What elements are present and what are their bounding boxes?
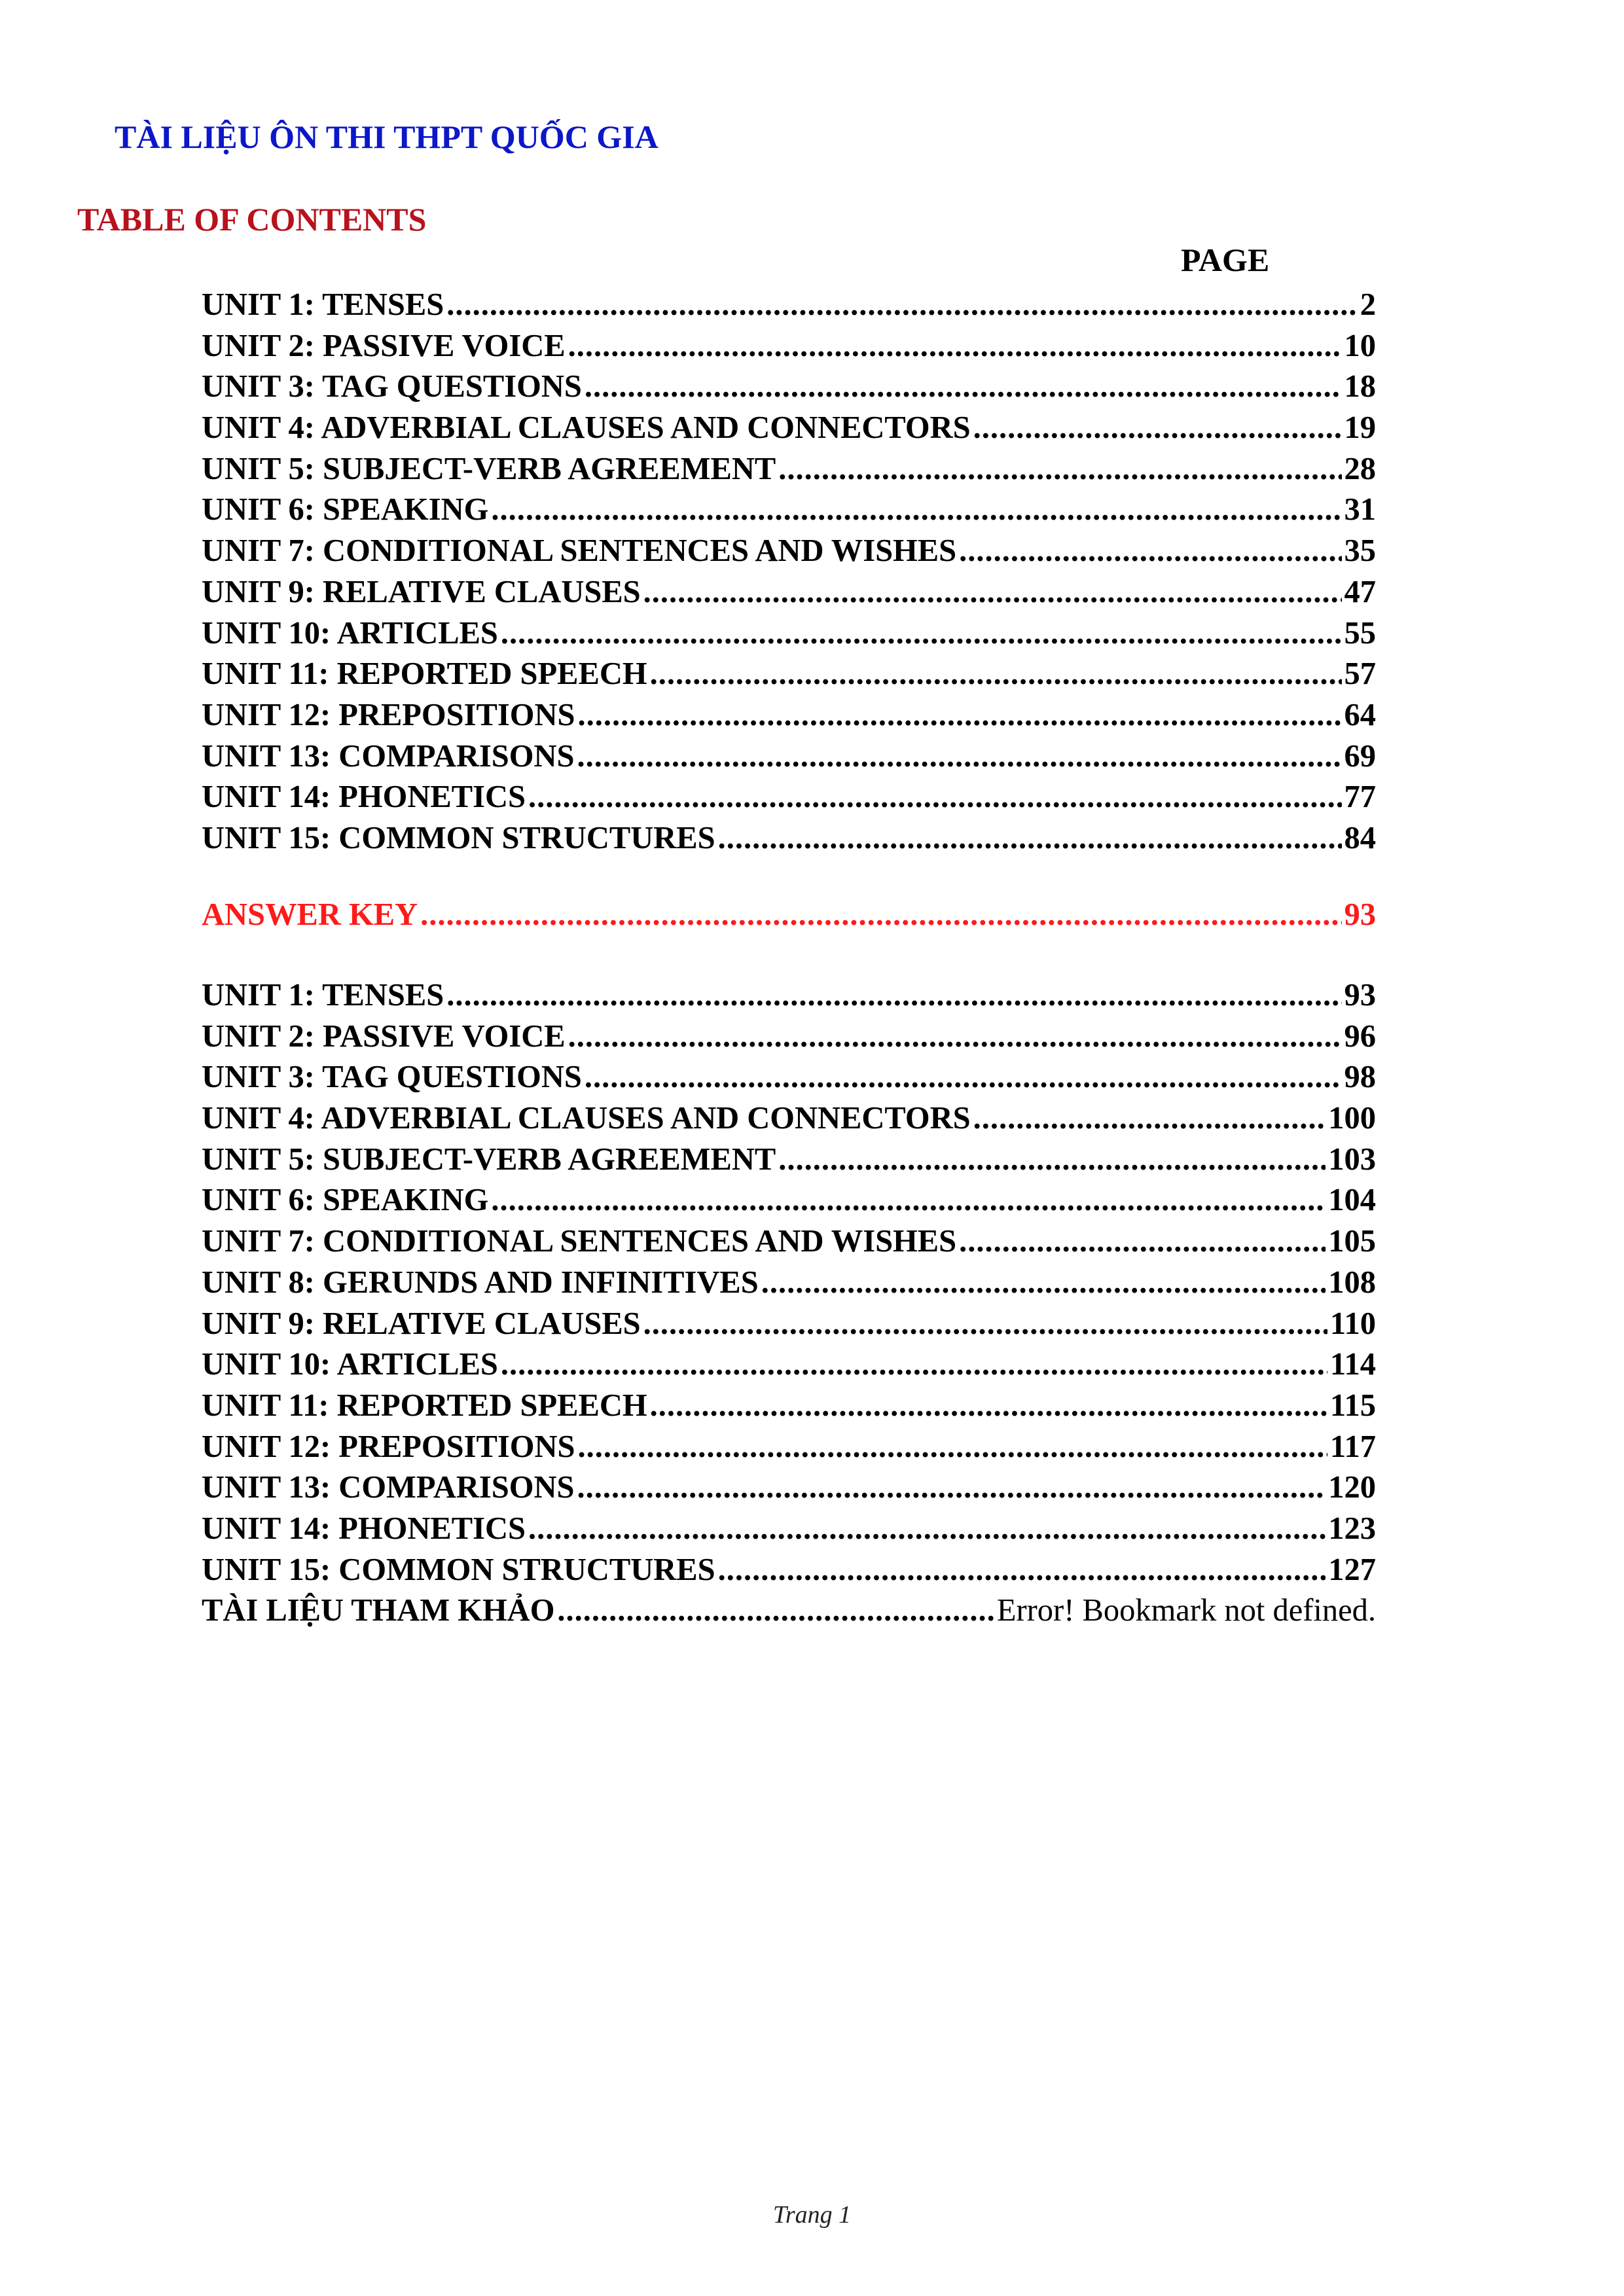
toc-entry-page: 2 <box>1360 287 1376 322</box>
document-title: TÀI LIỆU ÔN THI THPT QUỐC GIA <box>115 118 659 155</box>
toc-answer-entry[interactable] <box>202 1221 1376 1263</box>
dot-leader <box>959 531 1341 572</box>
toc-entry[interactable] <box>202 695 1376 736</box>
toc-entry-label: UNIT 9: RELATIVE CLAUSES <box>202 574 641 609</box>
toc-entry-label: UNIT 13: COMPARISONS <box>202 738 575 774</box>
toc-entry-label: UNIT 2: PASSIVE VOICE <box>202 328 566 363</box>
toc-entry-page: 84 <box>1344 820 1376 855</box>
dot-leader <box>778 1139 1326 1181</box>
toc-entry-page: 114 <box>1329 1347 1376 1382</box>
dot-leader <box>585 1057 1342 1098</box>
toc-entry-page: 120 <box>1328 1470 1376 1505</box>
answer-key-entry[interactable] <box>202 895 1376 936</box>
dot-leader <box>528 777 1342 818</box>
toc-entry-label: UNIT 1: TENSES <box>202 978 444 1013</box>
toc-answer-entry[interactable] <box>202 1386 1376 1427</box>
toc-entry-page: 93 <box>1344 978 1376 1013</box>
toc-entry-page: 18 <box>1344 369 1376 404</box>
dot-leader <box>643 1304 1327 1345</box>
toc-answer-entry[interactable] <box>202 1098 1376 1139</box>
toc-heading: TABLE OF CONTENTS <box>77 201 427 238</box>
toc-entry-label: UNIT 7: CONDITIONAL SENTENCES AND WISHES <box>202 533 957 569</box>
toc-answers-list <box>202 975 1376 1632</box>
toc-entry[interactable] <box>202 613 1376 655</box>
dot-leader <box>778 449 1341 490</box>
toc-entry-page: 104 <box>1328 1183 1376 1218</box>
toc-entry-label: UNIT 3: TAG QUESTIONS <box>202 369 582 404</box>
toc-answer-entry[interactable] <box>202 1057 1376 1098</box>
dot-leader <box>973 1098 1326 1139</box>
dot-leader <box>568 1016 1342 1058</box>
dot-leader <box>650 1386 1327 1427</box>
toc-entry-label: UNIT 1: TENSES <box>202 287 444 322</box>
toc-answer-entry[interactable] <box>202 1263 1376 1304</box>
dot-leader <box>761 1263 1326 1304</box>
dot-leader <box>491 1180 1326 1221</box>
toc-entry-page: 96 <box>1344 1018 1376 1054</box>
toc-entry-label: UNIT 6: SPEAKING <box>202 492 489 528</box>
answer-key-label: ANSWER KEY <box>202 897 418 932</box>
toc-answer-entry[interactable] <box>202 1016 1376 1058</box>
toc-entry-label: UNIT 5: SUBJECT-VERB AGREEMENT <box>202 451 776 486</box>
toc-entry-label: UNIT 3: TAG QUESTIONS <box>202 1060 582 1095</box>
toc-entry-label: UNIT 2: PASSIVE VOICE <box>202 1018 566 1054</box>
dot-leader <box>577 695 1341 736</box>
dot-leader <box>959 1221 1326 1263</box>
answer-key-entry-wrapper <box>202 895 1376 936</box>
toc-entry[interactable] <box>202 654 1376 695</box>
toc-entry-label: UNIT 9: RELATIVE CLAUSES <box>202 1306 641 1341</box>
toc-entry-label: UNIT 5: SUBJECT-VERB AGREEMENT <box>202 1141 776 1177</box>
toc-entry-page: 103 <box>1328 1141 1376 1177</box>
toc-entry[interactable] <box>202 490 1376 531</box>
dot-leader <box>718 1550 1326 1591</box>
toc-entry-page: 35 <box>1344 533 1376 569</box>
dot-leader <box>650 654 1342 695</box>
dot-leader <box>577 1467 1326 1509</box>
toc-entry-page: 105 <box>1328 1224 1376 1259</box>
dot-leader <box>577 1427 1327 1468</box>
toc-entry-page: 100 <box>1328 1101 1376 1136</box>
toc-entry-label: UNIT 8: GERUNDS AND INFINITIVES <box>202 1265 759 1300</box>
toc-entry[interactable] <box>202 736 1376 778</box>
toc-entry[interactable] <box>202 818 1376 859</box>
toc-entry-page: 98 <box>1344 1060 1376 1095</box>
toc-entry-label: UNIT 6: SPEAKING <box>202 1183 489 1218</box>
toc-entry-label: UNIT 11: REPORTED SPEECH <box>202 656 647 692</box>
page-footer: Trang 1 <box>772 2201 852 2229</box>
toc-entry-page: 115 <box>1329 1388 1376 1423</box>
references-page-error: Error! Bookmark not defined. <box>996 1593 1376 1628</box>
dot-leader <box>491 490 1341 531</box>
toc-entry-label: UNIT 12: PREPOSITIONS <box>202 1429 575 1464</box>
dot-leader <box>501 613 1342 655</box>
toc-entry-label: UNIT 11: REPORTED SPEECH <box>202 1388 647 1423</box>
toc-answer-entry[interactable] <box>202 1427 1376 1468</box>
toc-entry-page: 108 <box>1328 1265 1376 1300</box>
toc-entry[interactable] <box>202 449 1376 490</box>
dot-leader <box>420 895 1341 936</box>
toc-references-entry[interactable] <box>202 1590 1376 1632</box>
toc-entry-label: UNIT 4: ADVERBIAL CLAUSES AND CONNECTORS <box>202 1101 971 1136</box>
dot-leader <box>643 572 1342 613</box>
toc-entry-label: UNIT 4: ADVERBIAL CLAUSES AND CONNECTORS <box>202 410 971 446</box>
toc-entry-page: 19 <box>1344 410 1376 446</box>
dot-leader <box>577 736 1341 778</box>
toc-entry-page: 57 <box>1344 656 1376 692</box>
toc-entry-label: UNIT 14: PHONETICS <box>202 1511 526 1546</box>
toc-entry-page: 69 <box>1344 738 1376 774</box>
toc-answer-entry[interactable] <box>202 975 1376 1016</box>
toc-entry-page: 110 <box>1329 1306 1376 1341</box>
dot-leader <box>973 408 1342 449</box>
toc-entry-page: 55 <box>1344 615 1376 651</box>
dot-leader <box>528 1509 1326 1550</box>
toc-entry-page: 117 <box>1329 1429 1376 1464</box>
toc-entry[interactable] <box>202 531 1376 572</box>
toc-entry-page: 10 <box>1344 328 1376 363</box>
toc-answer-entry[interactable] <box>202 1509 1376 1550</box>
toc-entry-label: UNIT 10: ARTICLES <box>202 615 498 651</box>
toc-entry-page: 47 <box>1344 574 1376 609</box>
toc-answer-entry[interactable] <box>202 1304 1376 1345</box>
dot-leader <box>446 975 1341 1016</box>
toc-entry-label: UNIT 12: PREPOSITIONS <box>202 697 575 732</box>
toc-entry-page: 123 <box>1328 1511 1376 1546</box>
toc-entry-page: 77 <box>1344 780 1376 815</box>
toc-entry-page: 64 <box>1344 697 1376 732</box>
references-label: TÀI LIỆU THAM KHẢO <box>202 1593 555 1628</box>
toc-entry-label: UNIT 15: COMMON STRUCTURES <box>202 820 715 855</box>
toc-answer-entry[interactable] <box>202 1180 1376 1221</box>
dot-leader <box>446 285 1358 326</box>
dot-leader <box>568 326 1342 367</box>
toc-entry-page: 28 <box>1344 451 1376 486</box>
dot-leader <box>501 1344 1327 1386</box>
toc-entry-label: UNIT 7: CONDITIONAL SENTENCES AND WISHES <box>202 1224 957 1259</box>
toc-entry-label: UNIT 13: COMPARISONS <box>202 1470 575 1505</box>
dot-leader <box>718 818 1342 859</box>
toc-entry-page: 31 <box>1344 492 1376 528</box>
answer-key-page: 93 <box>1344 897 1376 932</box>
toc-answer-entry[interactable] <box>202 1139 1376 1181</box>
dot-leader <box>557 1590 994 1632</box>
toc-entry-label: UNIT 15: COMMON STRUCTURES <box>202 1552 715 1587</box>
toc-entry[interactable] <box>202 408 1376 449</box>
toc-entry[interactable] <box>202 326 1376 367</box>
toc-main-list <box>202 285 1376 859</box>
toc-entry[interactable] <box>202 777 1376 818</box>
toc-entry[interactable] <box>202 367 1376 408</box>
dot-leader <box>585 367 1342 408</box>
toc-answer-entry[interactable] <box>202 1550 1376 1591</box>
page-column-label: PAGE <box>1181 242 1270 278</box>
toc-entry[interactable] <box>202 285 1376 326</box>
toc-entry[interactable] <box>202 572 1376 613</box>
toc-answer-entry[interactable] <box>202 1344 1376 1386</box>
toc-entry-label: UNIT 14: PHONETICS <box>202 780 526 815</box>
toc-answer-entry[interactable] <box>202 1467 1376 1509</box>
toc-entry-label: UNIT 10: ARTICLES <box>202 1347 498 1382</box>
toc-entry-page: 127 <box>1328 1552 1376 1587</box>
